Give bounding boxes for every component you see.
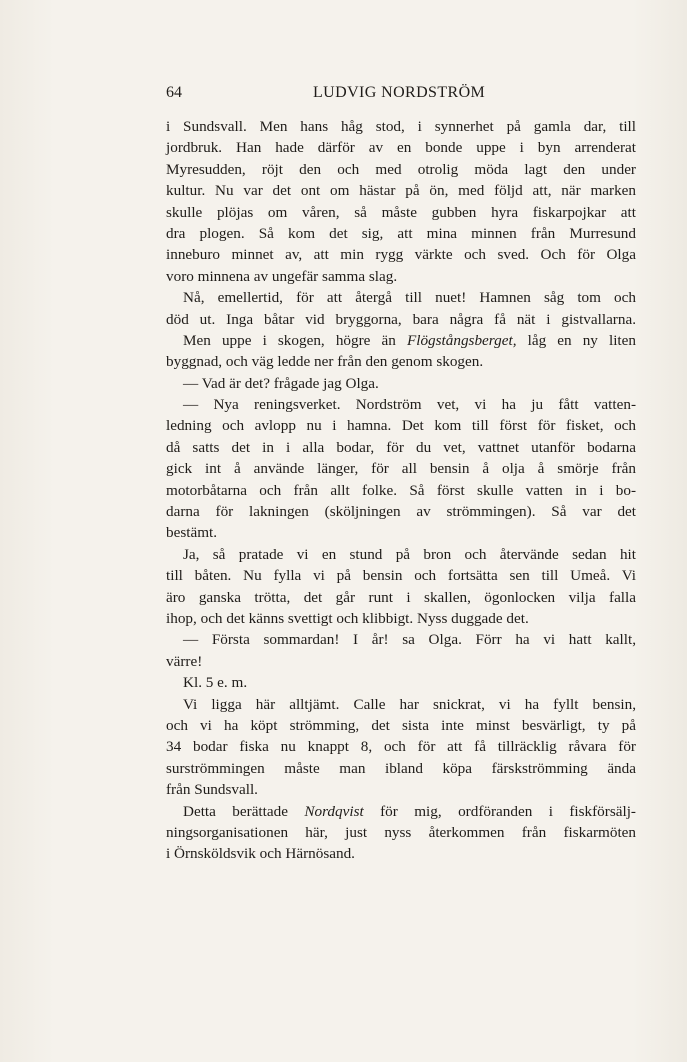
text-line: voro minnena av ungefär samma slag. xyxy=(166,267,398,285)
text-line: motorbåtarna och från allt folke. Så först skulle vatten in i bo- xyxy=(166,481,636,499)
text-line: äro ganska trötta, det går runt i skallen, ögonlocken vilja falla xyxy=(166,588,636,606)
page-header xyxy=(166,84,636,106)
text-line: död ut. Inga båtar vid bryggorna, bara några få nät i gistvallarna. xyxy=(166,310,636,328)
text-line: Vi ligga här alltjämt. Calle har snickrat, vi ha fyllt bensin, xyxy=(183,695,636,713)
text-line: från Sundsvall. xyxy=(166,781,258,799)
text-line: — Nya reningsverket. Nordström vet, vi ha ju fått vatten- xyxy=(183,396,636,414)
running-title: LUDVIG NORDSTRÖM xyxy=(313,84,486,101)
text-line: byggnad, och väg ledde ner från den genom skogen. xyxy=(166,353,484,371)
text-line: — Första sommardan! I år! sa Olga. Förr ha vi hatt kallt, xyxy=(183,631,636,649)
text-line: surströmmingen måste man ibland köpa färskströmming ända xyxy=(166,759,636,777)
page-number: 64 xyxy=(166,84,182,101)
italic-name: Nordqvist xyxy=(304,802,364,820)
text-line: i Sundsvall. Men hans håg stod, i synnerhet på gamla dar, till xyxy=(166,118,636,135)
text-line: jordbruk. Han hade därför av en bonde uppe i byn arrenderat xyxy=(166,139,636,157)
text-line: darna för lakningen (sköljningen av strömmingen). Så var det xyxy=(166,503,636,521)
text-line: dra plogen. Så kom det sig, att mina minnen från Murresund xyxy=(166,224,636,242)
text-line: inneburo minnet av, att min rygg värkte och sved. Och för Olga xyxy=(166,246,636,264)
text-line: skulle plöjas om våren, så måste gubben hyra fiskarpojkar att xyxy=(166,203,636,221)
text-line: Ja, så pratade vi en stund på bron och återvände sedan hit xyxy=(183,545,636,563)
text-line: Myresudden, röjt den och med otrolig möda lagt den under xyxy=(166,160,636,178)
text-line: bestämt. xyxy=(166,524,218,542)
text-line: 34 bodar fiska nu knappt 8, och för att få tillräcklig råvara för xyxy=(166,738,636,756)
text-line: till båten. Nu fylla vi på bensin och fortsätta sen till Umeå. Vi xyxy=(166,567,636,585)
text-line: Detta berättade Nordqvist för mig, ordföranden i fiskförsälj- xyxy=(183,802,636,820)
text-line: ledning och avlopp nu i hamna. Det kom till först för fisket, och xyxy=(166,417,636,435)
text-line: Kl. 5 e. m. xyxy=(183,674,248,692)
text-line: då satts det in i alla bodar, för du vet, vattnet utanför bodarna xyxy=(166,438,636,456)
text-line: Nå, emellertid, för att återgå till nuet! Hamnen såg tom och xyxy=(183,289,636,307)
text-line: värre! xyxy=(166,652,203,670)
body-text xyxy=(166,116,636,865)
text-line: och vi ha köpt strömming, det sista inte minst besvärligt, ty på xyxy=(166,716,636,734)
text-line: Men uppe i skogen, högre än Flögstångsberget, låg en ny liten xyxy=(183,331,636,349)
text-line: ningsorganisationen här, just nyss återkommen från fiskarmöten xyxy=(166,823,636,841)
text-line: kultur. Nu var det ont om hästar på ön, med följd att, när marken xyxy=(166,182,636,200)
text-line: ihop, och det känns svettigt och klibbigt. Nyss duggade det. xyxy=(166,609,529,627)
text-line: gick int å använde länger, för all bensin å olja å smörje från xyxy=(166,460,636,478)
italic-name: Flögstångsberget, xyxy=(406,331,517,349)
text-line: i Örnsköldsvik och Härnösand. xyxy=(166,845,355,863)
text-line: — Vad är det? frågade jag Olga. xyxy=(183,374,379,392)
